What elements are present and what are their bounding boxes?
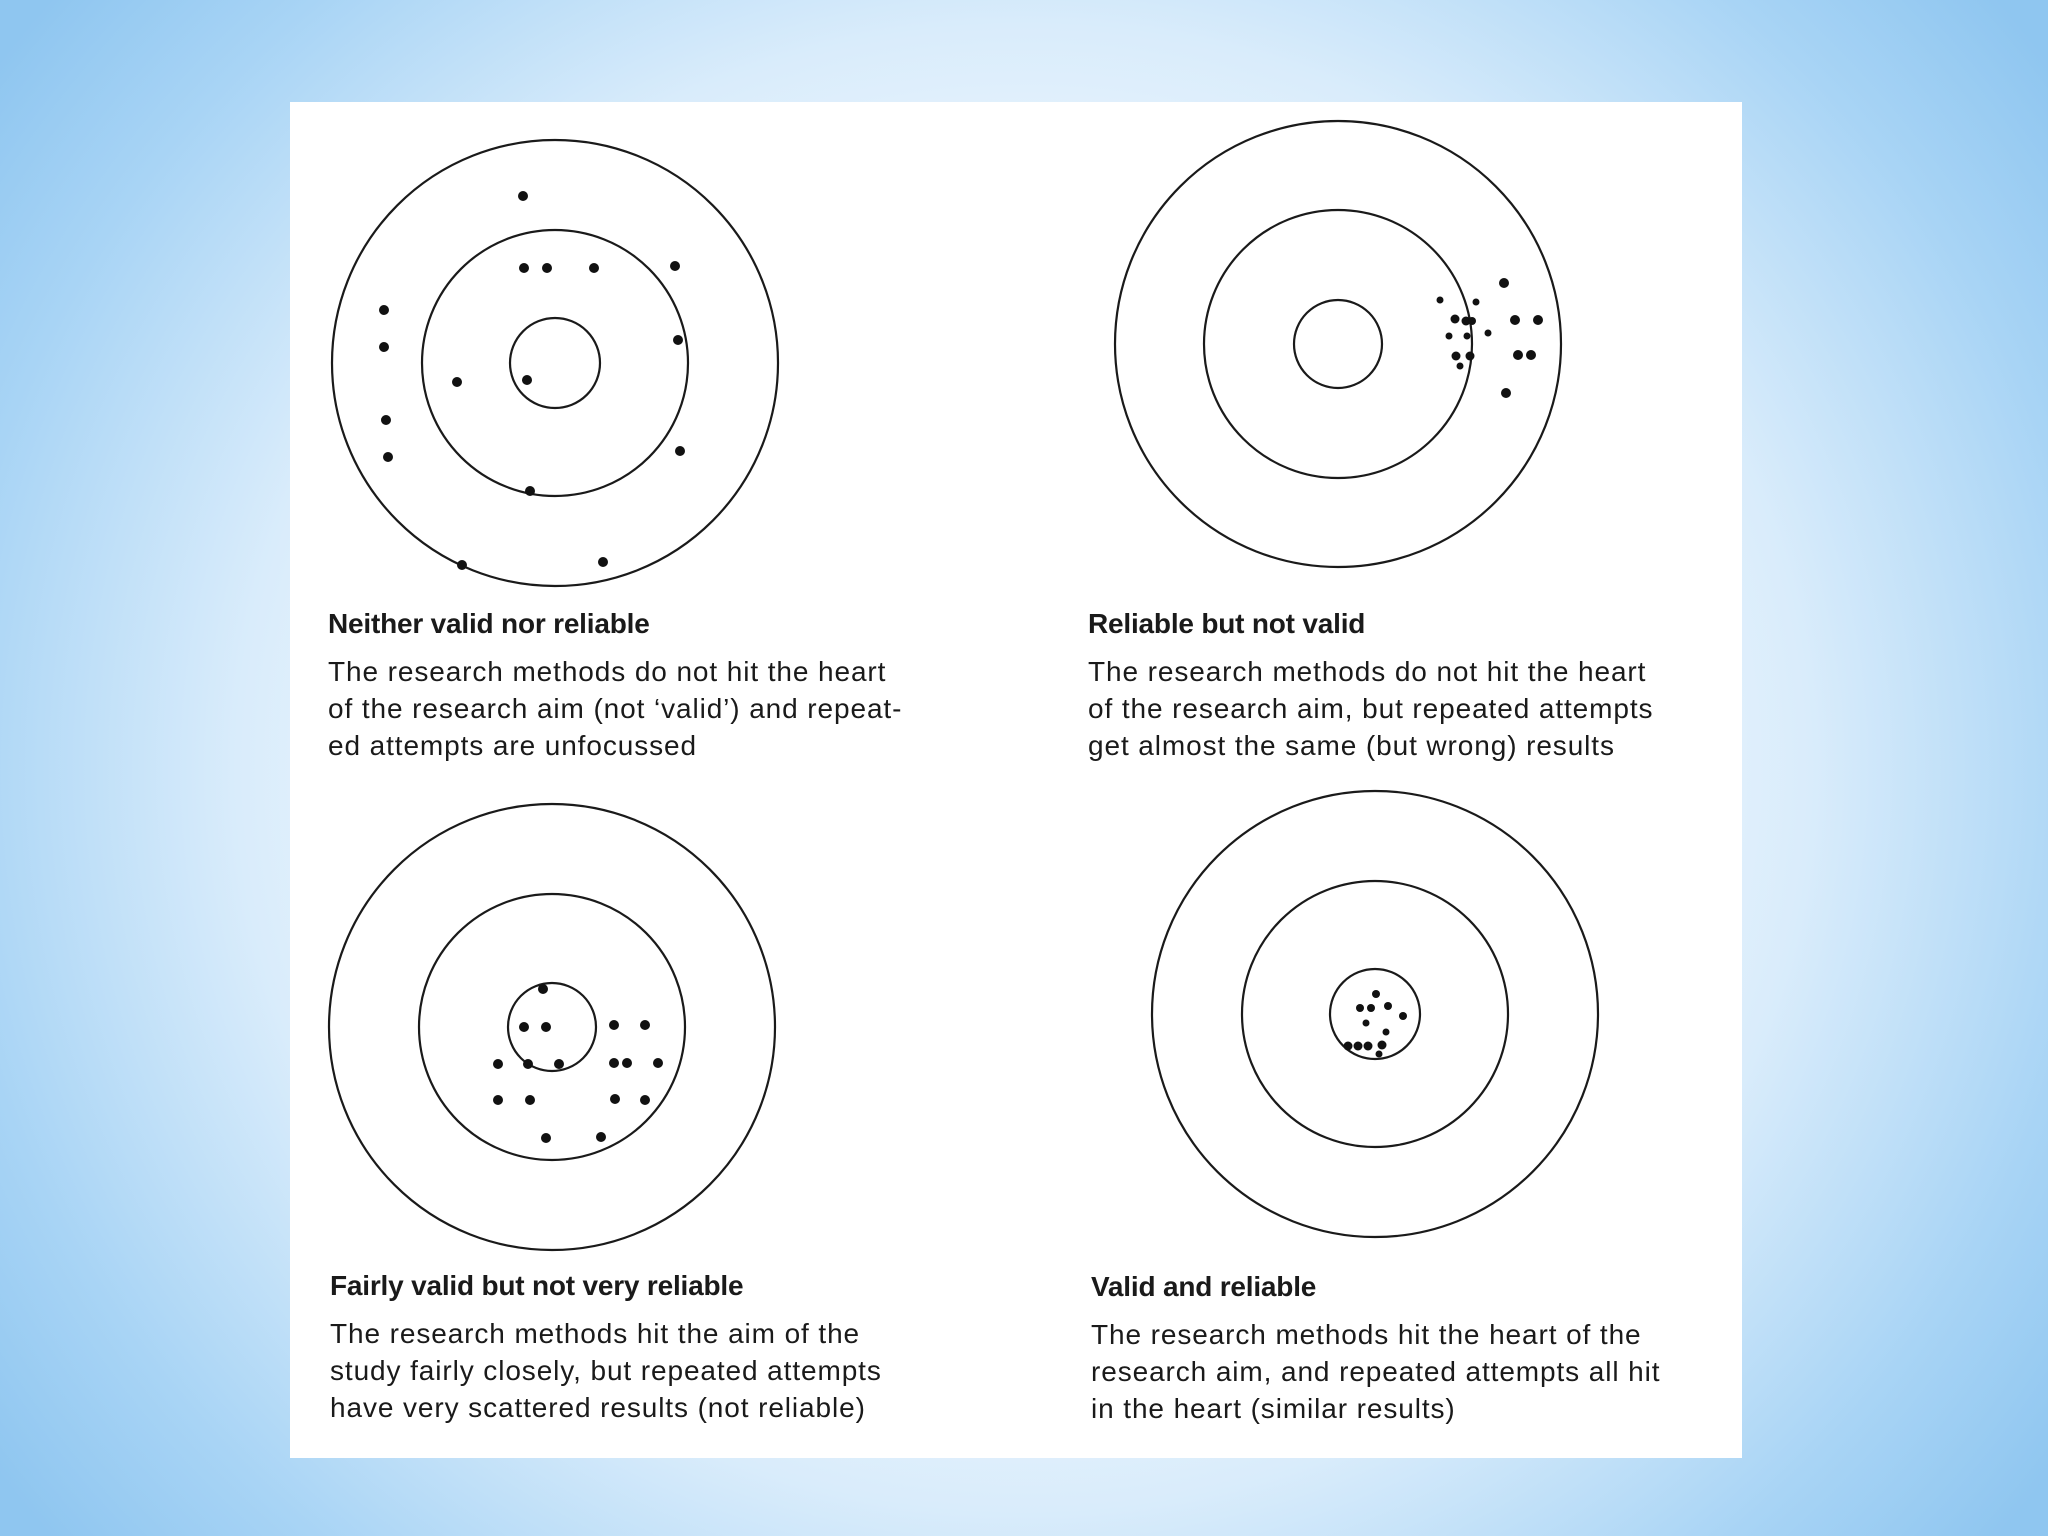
panel-description: The research methods hit the aim of the study fairly closely, but repeated attempts have very scattered results (not reliable)	[330, 1318, 882, 1423]
panel-description: The research methods do not hit the heart of the research aim (not ‘valid’) and repeat- ed attempts are unfocussed	[328, 656, 903, 761]
outer-ring	[332, 140, 778, 586]
hit-dot	[1499, 278, 1509, 288]
target-neither-valid-nor-reliable	[332, 140, 778, 586]
hit-dot	[1378, 1041, 1387, 1050]
bullseye-ring	[1294, 300, 1382, 388]
outer-ring	[1115, 121, 1561, 567]
panel-title: Neither valid nor reliable	[328, 608, 650, 639]
middle-ring	[1242, 881, 1508, 1147]
hits-valid-and-reliable	[1344, 990, 1408, 1058]
hit-dot	[379, 342, 389, 352]
hit-dot	[1363, 1020, 1370, 1027]
panel-description: The research methods do not hit the heart of the research aim, but repeated attempts get almost the same (but wrong) results	[1088, 656, 1654, 761]
hit-dot	[541, 1022, 551, 1032]
hit-dot	[542, 263, 552, 273]
hit-dot	[1457, 363, 1464, 370]
bullseye-ring	[1330, 969, 1420, 1059]
hit-dot	[554, 1059, 564, 1069]
hit-dot	[1354, 1042, 1363, 1051]
hit-dot	[1437, 297, 1444, 304]
hit-dot	[1364, 1042, 1373, 1051]
hit-dot	[452, 377, 462, 387]
hit-dot	[538, 984, 548, 994]
target-fairly-valid-not-very-reliable	[329, 804, 775, 1250]
target-reliable-but-not-valid	[1115, 121, 1561, 567]
caption-neither-valid-nor-reliable	[328, 607, 988, 764]
hit-dot	[610, 1094, 620, 1104]
hit-dot	[640, 1095, 650, 1105]
hit-dot	[523, 1059, 533, 1069]
hit-dot	[598, 557, 608, 567]
hit-dot	[519, 1022, 529, 1032]
hit-dot	[457, 560, 467, 570]
hit-dot	[609, 1020, 619, 1030]
hits-reliable-but-not-valid	[1437, 278, 1544, 398]
hit-dot	[675, 446, 685, 456]
hit-dot	[1464, 333, 1471, 340]
hit-dot	[379, 305, 389, 315]
hit-dot	[1367, 1004, 1375, 1012]
hit-dot	[1526, 350, 1536, 360]
panel-title: Valid and reliable	[1091, 1271, 1317, 1302]
hit-dot	[653, 1058, 663, 1068]
hit-dot	[525, 486, 535, 496]
caption-reliable-but-not-valid	[1088, 607, 1748, 764]
hit-dot	[1513, 350, 1523, 360]
hits-neither-valid-nor-reliable	[379, 191, 685, 570]
hit-dot	[541, 1133, 551, 1143]
hit-dot	[1452, 352, 1461, 361]
hit-dot	[1485, 330, 1492, 337]
middle-ring	[422, 230, 688, 496]
hit-dot	[640, 1020, 650, 1030]
hit-dot	[596, 1132, 606, 1142]
hit-dot	[1344, 1042, 1353, 1051]
hit-dot	[1399, 1012, 1407, 1020]
hit-dot	[1451, 315, 1460, 324]
hit-dot	[1384, 1002, 1392, 1010]
hit-dot	[522, 375, 532, 385]
middle-ring	[1204, 210, 1472, 478]
hit-dot	[589, 263, 599, 273]
hit-dot	[622, 1058, 632, 1068]
hit-dot	[381, 415, 391, 425]
hit-dot	[1446, 333, 1453, 340]
caption-fairly-valid-not-very-reliable	[330, 1269, 990, 1426]
hit-dot	[518, 191, 528, 201]
outer-ring	[1152, 791, 1598, 1237]
hit-dot	[1501, 388, 1511, 398]
hit-dot	[609, 1058, 619, 1068]
hit-dot	[493, 1095, 503, 1105]
hit-dot	[1468, 317, 1476, 325]
hit-dot	[1383, 1029, 1390, 1036]
hit-dot	[1473, 299, 1480, 306]
panel-title: Reliable but not valid	[1088, 608, 1366, 639]
hit-dot	[1466, 352, 1475, 361]
hit-dot	[1372, 990, 1380, 998]
targets-illustration	[290, 102, 1742, 1458]
panel-title: Fairly valid but not very reliable	[330, 1270, 744, 1301]
hit-dot	[525, 1095, 535, 1105]
hit-dot	[1376, 1051, 1383, 1058]
panel-description: The research methods hit the heart of the research aim, and repeated attempts all hit in the heart (similar results)	[1091, 1319, 1661, 1424]
bullseye-ring	[510, 318, 600, 408]
hit-dot	[1533, 315, 1543, 325]
hit-dot	[673, 335, 683, 345]
hit-dot	[519, 263, 529, 273]
target-valid-and-reliable	[1152, 791, 1598, 1237]
hit-dot	[493, 1059, 503, 1069]
diagram-sheet	[290, 102, 1742, 1458]
caption-valid-and-reliable	[1091, 1270, 1751, 1427]
hit-dot	[383, 452, 393, 462]
outer-ring	[329, 804, 775, 1250]
hit-dot	[1510, 315, 1520, 325]
hit-dot	[670, 261, 680, 271]
hit-dot	[1356, 1004, 1364, 1012]
